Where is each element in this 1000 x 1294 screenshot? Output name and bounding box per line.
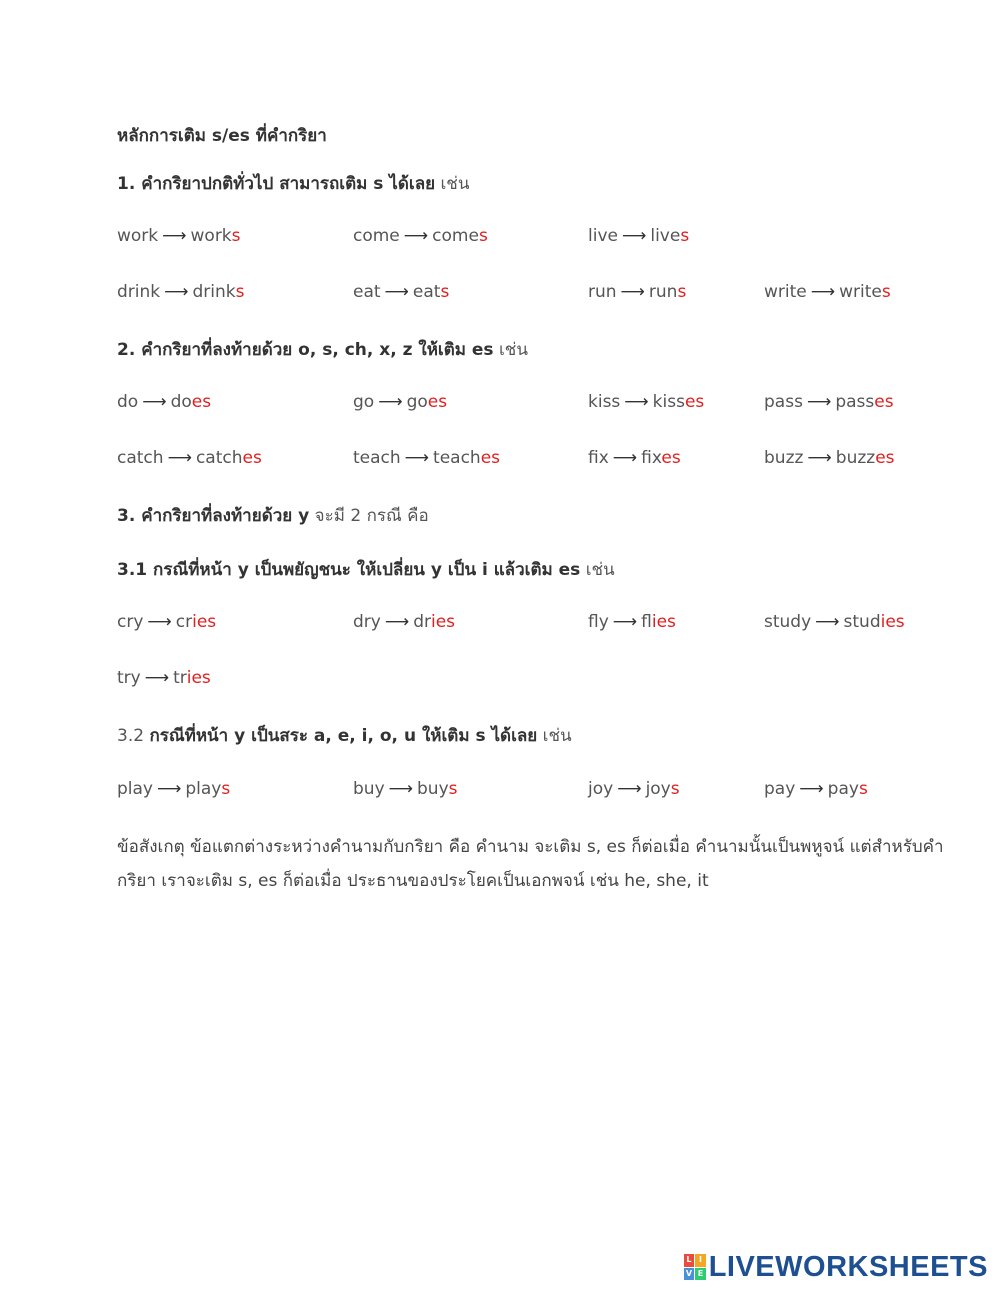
verb-example: write ⟶ writes: [764, 282, 891, 302]
verb-example: run ⟶ runs: [588, 282, 687, 302]
verb-example: fix ⟶ fixes: [588, 448, 681, 468]
verb-example: play ⟶ plays: [117, 779, 231, 799]
example-row: [117, 226, 957, 250]
section-1-heading: [117, 170, 469, 197]
example-row: [117, 612, 957, 636]
verb-example: buzz ⟶ buzzes: [764, 448, 895, 468]
section-2-heading: [117, 336, 528, 363]
verb-example: cry ⟶ cries: [117, 612, 217, 632]
verb-example: pay ⟶ pays: [764, 779, 868, 799]
example-row: [117, 668, 957, 692]
section-3-1-heading: [117, 556, 615, 583]
example-row: [117, 779, 957, 803]
observation-note: ข้อสังเกตุ ข้อแตกต่างระหว่างคำนามกับกริยา คือ คำนาม จะเติม s, es ก็ต่อเมื่อ คำนามนั้นเป็นพหูจน์ แต่สำหรับคำกริยา เราจะเติม s, es ก็ต่อเมื่อ ประธานของประโยคเป็นเอกพจน์ เช่น he, she, it: [117, 837, 944, 891]
section-heading-bold: 3.1 กรณีที่หน้า y เป็นพยัญชนะ ให้เปลี่ยน y เป็น i แล้วเติม es: [117, 560, 581, 580]
verb-example: work ⟶ works: [117, 226, 241, 246]
section-heading-tail: เช่น: [542, 726, 572, 746]
page-title: หลักการเติม s/es ที่คำกริยา: [117, 126, 327, 146]
example-row: [117, 448, 957, 472]
verb-example: go ⟶ goes: [353, 392, 448, 412]
verb-example: come ⟶ comes: [353, 226, 488, 246]
section-heading-bold: 2. คำกริยาที่ลงท้ายด้วย o, s, ch, x, z ให้เติม es: [117, 340, 494, 360]
logo-mark-icon: L I V E: [684, 1254, 706, 1280]
section-3-2-heading: [117, 722, 572, 749]
verb-example: study ⟶ studies: [764, 612, 905, 632]
section-heading-bold: 1. คำกริยาปกติทั่วไป สามารถเติม s ได้เลย: [117, 174, 436, 194]
verb-example: drink ⟶ drinks: [117, 282, 245, 302]
verb-example: buy ⟶ buys: [353, 779, 458, 799]
section-heading-bold: 3. คำกริยาที่ลงท้ายด้วย y: [117, 506, 310, 526]
section-heading-tail: เช่น: [440, 174, 470, 194]
section-3-heading: [117, 502, 429, 529]
verb-example: teach ⟶ teaches: [353, 448, 501, 468]
example-row: [117, 392, 957, 416]
verb-example: do ⟶ does: [117, 392, 212, 412]
verb-example: eat ⟶ eats: [353, 282, 450, 302]
verb-example: try ⟶ tries: [117, 668, 211, 688]
example-row: [117, 282, 957, 306]
section-heading-tail: เช่น: [585, 560, 615, 580]
verb-example: live ⟶ lives: [588, 226, 690, 246]
section-heading-bold: กรณีที่หน้า y เป็นสระ a, e, i, o, u ให้เติม s ได้เลย: [149, 726, 538, 746]
verb-example: dry ⟶ dries: [353, 612, 456, 632]
liveworksheets-logo: [684, 1250, 988, 1284]
section-heading-tail: เช่น: [498, 340, 528, 360]
verb-example: catch ⟶ catches: [117, 448, 262, 468]
verb-example: kiss ⟶ kisses: [588, 392, 705, 412]
verb-example: pass ⟶ passes: [764, 392, 894, 412]
section-heading-lead: 3.2: [117, 726, 145, 746]
logo-text: LIVEWORKSHEETS: [708, 1250, 988, 1283]
verb-example: fly ⟶ flies: [588, 612, 676, 632]
section-heading-tail: จะมี 2 กรณี คือ: [314, 506, 429, 526]
verb-example: joy ⟶ joys: [588, 779, 680, 799]
